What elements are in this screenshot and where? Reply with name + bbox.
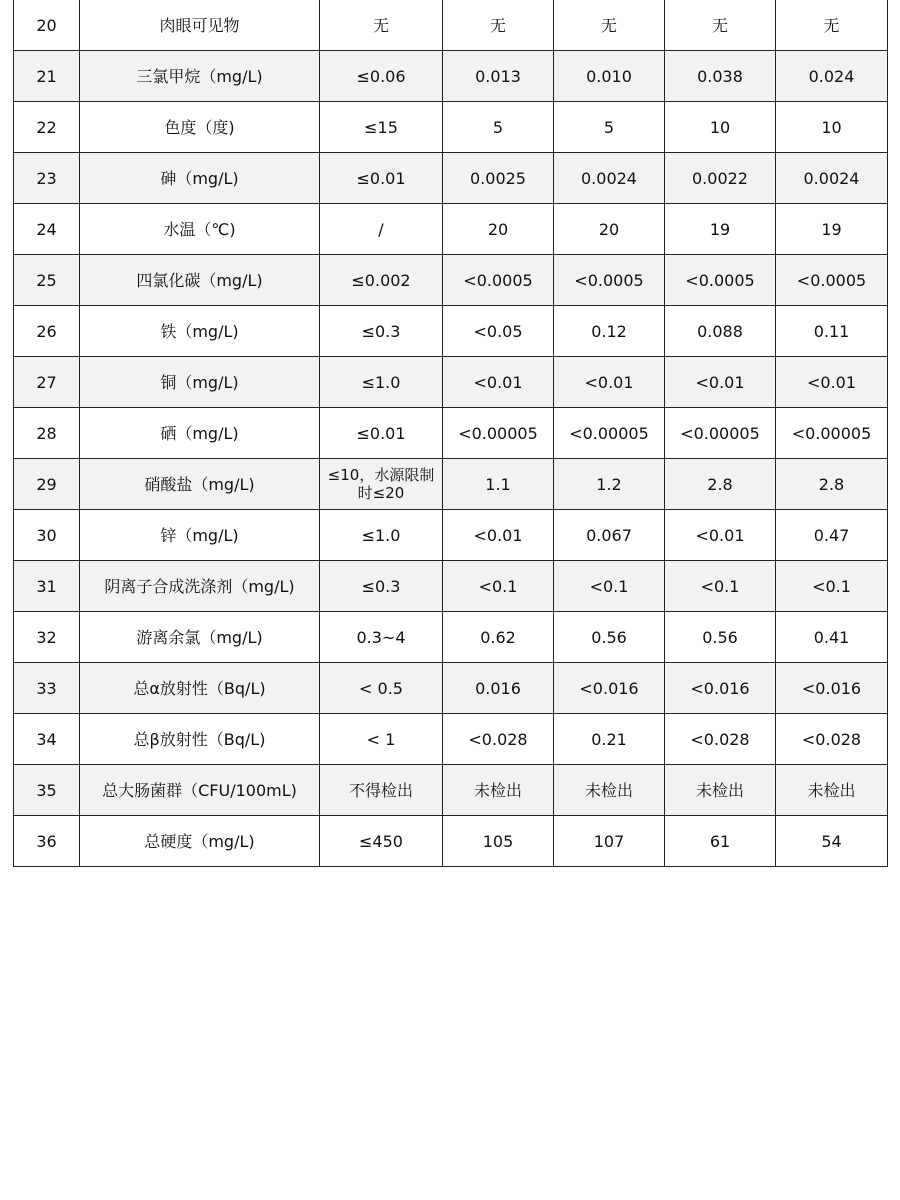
- item-name-cell: 总β放射性（Bq/L): [80, 714, 320, 765]
- sample-4-cell: 54: [776, 816, 888, 867]
- sample-1-cell: <0.0005: [443, 255, 554, 306]
- table-row: [14, 714, 888, 765]
- sample-2-cell: <0.016: [554, 663, 665, 714]
- sample-1-cell: <0.028: [443, 714, 554, 765]
- sample-1-cell: <0.1: [443, 561, 554, 612]
- sample-4-cell: 0.0024: [776, 153, 888, 204]
- sample-3-cell: <0.028: [665, 714, 776, 765]
- row-index-cell: 23: [14, 153, 80, 204]
- standard-limit-cell: ≤0.3: [320, 306, 443, 357]
- sample-2-cell: <0.0005: [554, 255, 665, 306]
- item-name-cell: 铜（mg/L): [80, 357, 320, 408]
- standard-limit-cell: < 0.5: [320, 663, 443, 714]
- sample-2-cell: 107: [554, 816, 665, 867]
- table-row: [14, 357, 888, 408]
- item-name-cell: 水温（℃): [80, 204, 320, 255]
- standard-limit-cell: ≤0.01: [320, 153, 443, 204]
- item-name-cell: 四氯化碳（mg/L): [80, 255, 320, 306]
- table-row: [14, 663, 888, 714]
- table-row: [14, 51, 888, 102]
- sample-1-cell: 1.1: [443, 459, 554, 510]
- row-index-cell: 35: [14, 765, 80, 816]
- item-name-cell: 阴离子合成洗涤剂（mg/L): [80, 561, 320, 612]
- standard-limit-cell: ≤0.06: [320, 51, 443, 102]
- standard-limit-cell: ≤0.01: [320, 408, 443, 459]
- sample-1-cell: 0.62: [443, 612, 554, 663]
- standard-limit-cell: ≤1.0: [320, 357, 443, 408]
- sample-4-cell: 0.47: [776, 510, 888, 561]
- water-quality-table: [13, 0, 888, 867]
- row-index-cell: 36: [14, 816, 80, 867]
- sample-4-cell: 0.11: [776, 306, 888, 357]
- standard-limit-cell: ≤15: [320, 102, 443, 153]
- sample-4-cell: 19: [776, 204, 888, 255]
- item-name-cell: 总α放射性（Bq/L): [80, 663, 320, 714]
- sample-2-cell: 未检出: [554, 765, 665, 816]
- sample-4-cell: <0.01: [776, 357, 888, 408]
- sample-3-cell: 61: [665, 816, 776, 867]
- sample-2-cell: 5: [554, 102, 665, 153]
- item-name-cell: 硝酸盐（mg/L): [80, 459, 320, 510]
- sample-2-cell: 0.0024: [554, 153, 665, 204]
- sample-3-cell: 2.8: [665, 459, 776, 510]
- sample-2-cell: 无: [554, 0, 665, 51]
- sample-3-cell: 0.56: [665, 612, 776, 663]
- standard-limit-cell: < 1: [320, 714, 443, 765]
- item-name-cell: 游离余氯（mg/L): [80, 612, 320, 663]
- table-body: [14, 0, 888, 867]
- item-name-cell: 总硬度（mg/L): [80, 816, 320, 867]
- row-index-cell: 20: [14, 0, 80, 51]
- row-index-cell: 25: [14, 255, 80, 306]
- row-index-cell: 22: [14, 102, 80, 153]
- row-index-cell: 27: [14, 357, 80, 408]
- sample-1-cell: 0.0025: [443, 153, 554, 204]
- sample-1-cell: 0.016: [443, 663, 554, 714]
- sample-2-cell: 0.56: [554, 612, 665, 663]
- sample-3-cell: 0.088: [665, 306, 776, 357]
- item-name-cell: 三氯甲烷（mg/L): [80, 51, 320, 102]
- item-name-cell: 铁（mg/L): [80, 306, 320, 357]
- standard-limit-cell: 0.3~4: [320, 612, 443, 663]
- sample-2-cell: <0.00005: [554, 408, 665, 459]
- sample-4-cell: 0.41: [776, 612, 888, 663]
- sample-1-cell: 无: [443, 0, 554, 51]
- sample-3-cell: <0.00005: [665, 408, 776, 459]
- row-index-cell: 24: [14, 204, 80, 255]
- row-index-cell: 34: [14, 714, 80, 765]
- sample-3-cell: 无: [665, 0, 776, 51]
- sample-1-cell: 5: [443, 102, 554, 153]
- table-row: [14, 255, 888, 306]
- sample-3-cell: <0.016: [665, 663, 776, 714]
- item-name-cell: 总大肠菌群（CFU/100mL): [80, 765, 320, 816]
- item-name-cell: 肉眼可见物: [80, 0, 320, 51]
- row-index-cell: 29: [14, 459, 80, 510]
- sample-3-cell: 0.0022: [665, 153, 776, 204]
- table-row: [14, 561, 888, 612]
- row-index-cell: 21: [14, 51, 80, 102]
- sample-1-cell: 105: [443, 816, 554, 867]
- standard-limit-cell: ≤10，水源限制时≤20: [320, 459, 443, 510]
- table-row: [14, 153, 888, 204]
- standard-limit-cell: ≤450: [320, 816, 443, 867]
- sample-3-cell: <0.1: [665, 561, 776, 612]
- sample-3-cell: <0.01: [665, 357, 776, 408]
- table-row: [14, 816, 888, 867]
- sample-2-cell: 0.010: [554, 51, 665, 102]
- row-index-cell: 28: [14, 408, 80, 459]
- table-row: [14, 510, 888, 561]
- item-name-cell: 硒（mg/L): [80, 408, 320, 459]
- standard-limit-cell: ≤1.0: [320, 510, 443, 561]
- sample-1-cell: <0.01: [443, 357, 554, 408]
- sample-4-cell: <0.028: [776, 714, 888, 765]
- sample-4-cell: 2.8: [776, 459, 888, 510]
- sample-2-cell: 20: [554, 204, 665, 255]
- sample-2-cell: <0.1: [554, 561, 665, 612]
- standard-limit-cell: ≤0.002: [320, 255, 443, 306]
- sample-3-cell: <0.0005: [665, 255, 776, 306]
- row-index-cell: 33: [14, 663, 80, 714]
- sample-4-cell: 无: [776, 0, 888, 51]
- sample-4-cell: 10: [776, 102, 888, 153]
- sample-2-cell: 0.12: [554, 306, 665, 357]
- sample-1-cell: 0.013: [443, 51, 554, 102]
- table-row: [14, 0, 888, 51]
- sample-1-cell: <0.01: [443, 510, 554, 561]
- sample-1-cell: 未检出: [443, 765, 554, 816]
- row-index-cell: 31: [14, 561, 80, 612]
- table-row: [14, 765, 888, 816]
- sample-4-cell: <0.016: [776, 663, 888, 714]
- table-row: [14, 612, 888, 663]
- sample-4-cell: <0.1: [776, 561, 888, 612]
- standard-limit-cell: 不得检出: [320, 765, 443, 816]
- sample-1-cell: <0.00005: [443, 408, 554, 459]
- item-name-cell: 砷（mg/L): [80, 153, 320, 204]
- standard-limit-cell: /: [320, 204, 443, 255]
- row-index-cell: 32: [14, 612, 80, 663]
- sample-1-cell: 20: [443, 204, 554, 255]
- sample-4-cell: <0.00005: [776, 408, 888, 459]
- item-name-cell: 锌（mg/L): [80, 510, 320, 561]
- row-index-cell: 30: [14, 510, 80, 561]
- standard-limit-cell: ≤0.3: [320, 561, 443, 612]
- standard-limit-cell: 无: [320, 0, 443, 51]
- sample-4-cell: <0.0005: [776, 255, 888, 306]
- sample-3-cell: 0.038: [665, 51, 776, 102]
- sample-1-cell: <0.05: [443, 306, 554, 357]
- water-quality-table-container: [13, 0, 887, 867]
- sample-3-cell: 19: [665, 204, 776, 255]
- table-row: [14, 459, 888, 510]
- table-row: [14, 102, 888, 153]
- sample-2-cell: 1.2: [554, 459, 665, 510]
- sample-3-cell: 未检出: [665, 765, 776, 816]
- sample-2-cell: 0.067: [554, 510, 665, 561]
- row-index-cell: 26: [14, 306, 80, 357]
- sample-4-cell: 0.024: [776, 51, 888, 102]
- table-row: [14, 306, 888, 357]
- table-row: [14, 204, 888, 255]
- sample-3-cell: <0.01: [665, 510, 776, 561]
- sample-3-cell: 10: [665, 102, 776, 153]
- sample-2-cell: <0.01: [554, 357, 665, 408]
- item-name-cell: 色度（度): [80, 102, 320, 153]
- table-row: [14, 408, 888, 459]
- sample-2-cell: 0.21: [554, 714, 665, 765]
- sample-4-cell: 未检出: [776, 765, 888, 816]
